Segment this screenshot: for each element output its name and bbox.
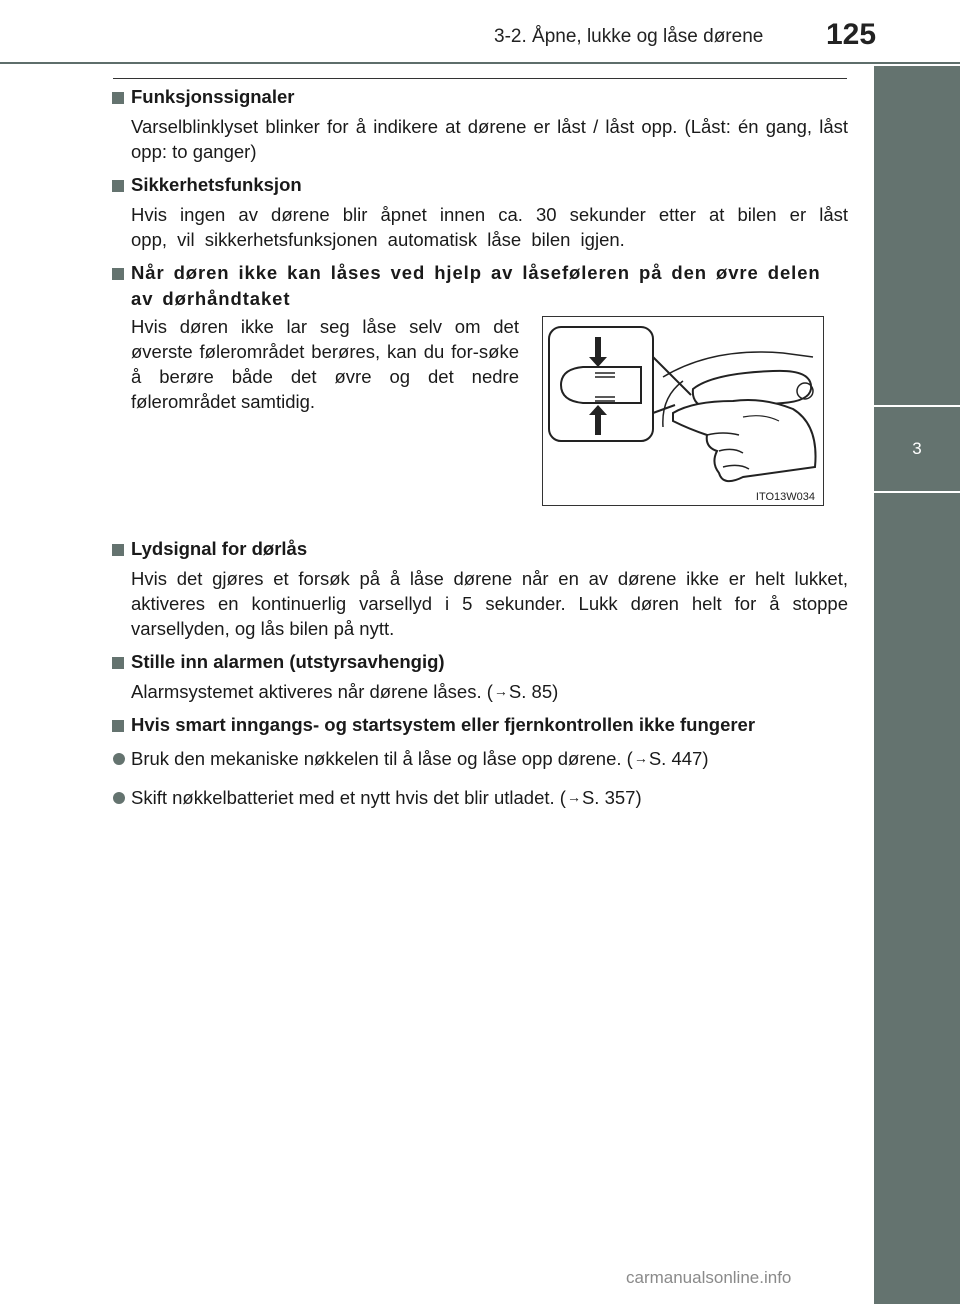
list-item [112, 746, 848, 771]
door-handle-illustration [542, 316, 824, 506]
page-number: 125 [826, 18, 877, 51]
text-before-ref: Alarmsystemet aktiveres når dørene låses. ( [131, 681, 493, 702]
page-reference: S. 85) [508, 681, 559, 702]
side-tab-top-block [874, 66, 960, 405]
watermark: carmanualsonline.info [626, 1268, 792, 1287]
section-text: Hvis ingen av dørene blir åpnet innen ca. 30 sekunder etter at bilen er låst opp, vil sikkerhetsfunksjonen automatisk låse bilen igjen. [131, 204, 848, 250]
bullet-dot-icon [113, 792, 125, 804]
arrow-right-icon: → [566, 789, 581, 805]
section-text: Varselblinklyset blinker for å indikere at dørene er låst / låst opp. (Låst: én gang, låst opp: to ganger) [131, 116, 848, 162]
section-heading: Funksjonssignaler [131, 86, 295, 107]
page-content [112, 84, 848, 824]
list-item [112, 785, 848, 810]
arrow-right-icon: → [633, 750, 648, 766]
figure-code: ITO13W034 [755, 491, 815, 503]
section-square-icon [112, 657, 124, 669]
section-square-icon [112, 180, 124, 192]
section-sikkerhetsfunksjon [112, 172, 848, 252]
section-heading: Sikkerhetsfunksjon [131, 174, 302, 195]
section-square-icon [112, 268, 124, 280]
section-heading: Stille inn alarmen (utstyrsavhengig) [131, 651, 445, 672]
body-top-rule [113, 78, 847, 79]
chapter-number: 3 [874, 407, 960, 491]
page-reference: S. 357) [581, 787, 642, 808]
section-heading: Lydsignal for dørlås [131, 538, 308, 559]
figure-row [112, 312, 848, 536]
section-square-icon [112, 544, 124, 556]
section-text: Hvis døren ikke lar seg låse selv om det øverste følerområdet berøres, kan du for-søke å berøre både det øvre og det nedre følerområdet samtidig. [131, 316, 519, 412]
door-handle-drawing [543, 317, 823, 505]
section-funksjonssignaler [112, 84, 848, 164]
section-square-icon [112, 92, 124, 104]
arrow-right-icon: → [493, 683, 508, 699]
page-reference: S. 447) [648, 748, 709, 769]
section-text: Hvis det gjøres et forsøk på å låse dørene når en av dørene ikke er helt lukket, aktiveres en kontinuerlig varsellyd i 5 sekunder. Lukk døren helt for å stoppe varsellyden, og lås bilen på nytt. [131, 568, 848, 639]
text-before-ref: Skift nøkkelbatteriet med et nytt hvis det blir utladet. ( [131, 787, 566, 808]
header-rule [0, 62, 960, 64]
section-heading: Hvis smart inngangs- og startsystem eller fjernkontrollen ikke fungerer [131, 714, 756, 735]
side-tab-bottom-block [874, 493, 960, 1304]
section-heading: Når døren ikke kan låses ved hjelp av låseføleren på den øvre delen av dørhåndtaket [131, 262, 821, 309]
section-door-sensor [112, 260, 848, 536]
chapter-label: Bruk av komponentene [33, 490, 54, 690]
chapter-side-tab [874, 66, 960, 1304]
bullet-dot-icon [113, 753, 125, 765]
section-alarm [112, 649, 848, 704]
section-text [131, 679, 848, 704]
section-smart-entry [112, 712, 848, 810]
text-before-ref: Bruk den mekaniske nøkkelen til å låse og låse opp dørene. ( [131, 748, 633, 769]
header-section-title: 3-2. Åpne, lukke og låse dørene [494, 26, 764, 47]
section-square-icon [112, 720, 124, 732]
section-lydsignal [112, 536, 848, 641]
